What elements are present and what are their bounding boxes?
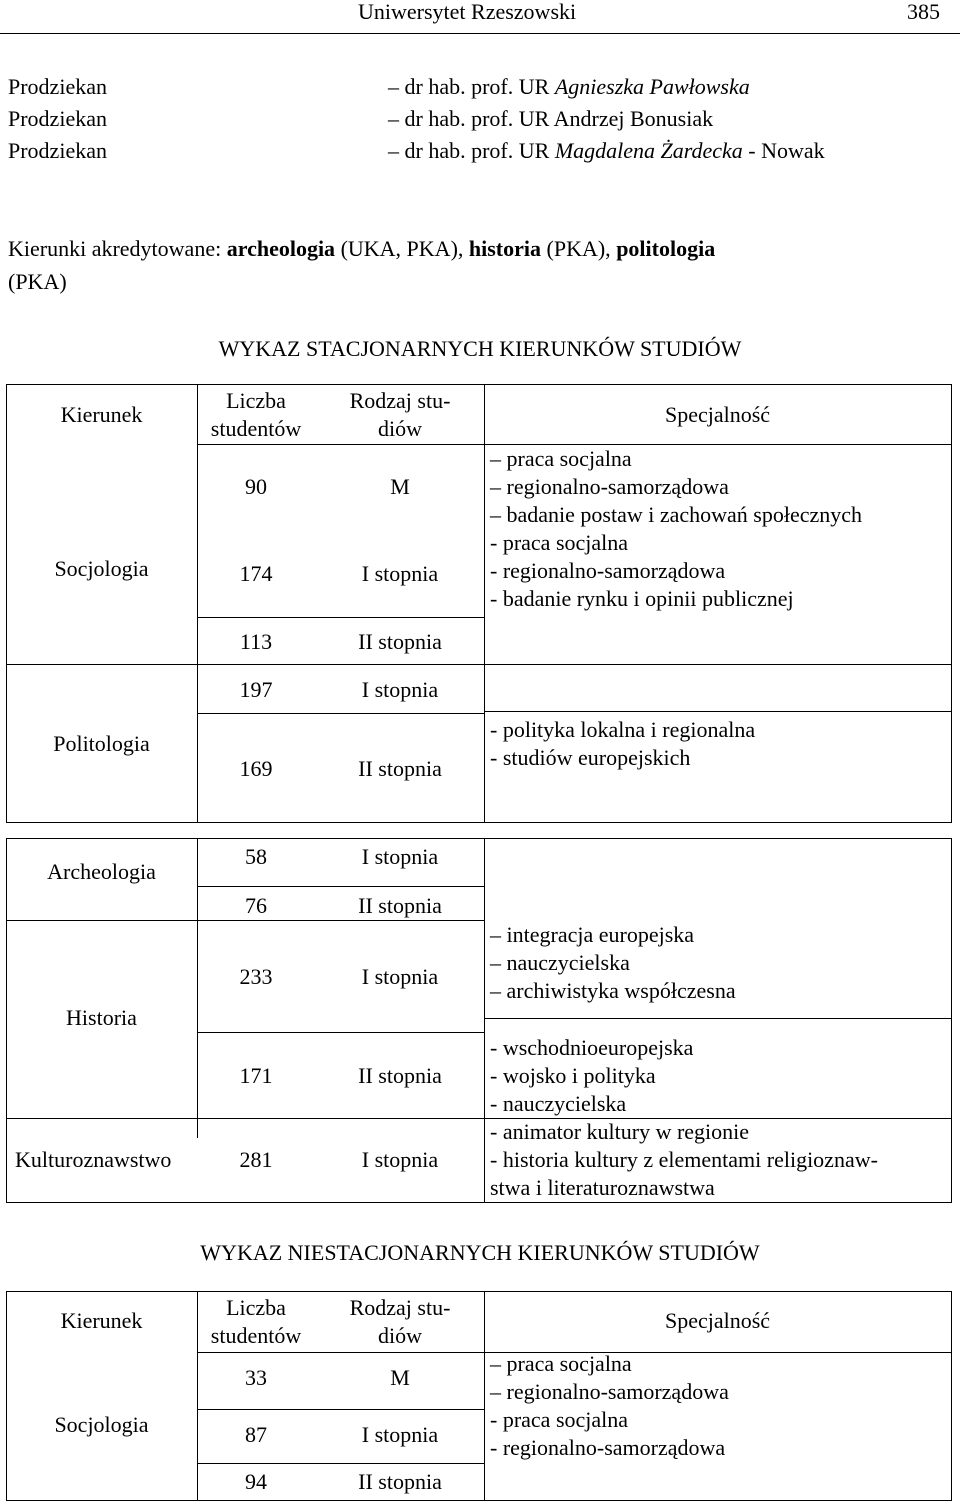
kierunek-name: Kulturoznawstwo (15, 1147, 172, 1172)
table-border (6, 1291, 952, 1292)
specialty-item: - historia kultury z elementami religioznaw- (490, 1147, 878, 1172)
student-count: 58 (245, 844, 267, 869)
table-border (197, 1032, 485, 1033)
header-liczba: Liczba (226, 388, 286, 413)
specialty-item: - praca socjalna (490, 530, 629, 555)
table-border (6, 384, 952, 385)
specialty-item: – integracja europejska (490, 922, 695, 947)
specialty-item: - studiów europejskich (490, 745, 691, 770)
table-border (197, 1463, 485, 1464)
kierunek-name: Politologia (53, 731, 150, 756)
dean-role: Prodziekan (8, 74, 107, 99)
table-border (6, 1118, 952, 1119)
specialty-item: – nauczycielska (490, 950, 630, 975)
header-liczba: studentów (210, 1323, 302, 1348)
header-kierunek: Kierunek (60, 1308, 143, 1333)
study-type: II stopnia (358, 756, 442, 781)
stationary-title: WYKAZ STACJONARNYCH KIERUNKÓW STUDIÓW (218, 336, 742, 361)
table-border (197, 444, 485, 445)
student-count: 174 (239, 561, 273, 586)
specialty-item: - regionalno-samorządowa (490, 1435, 726, 1460)
table-border (6, 838, 952, 839)
table-border (951, 838, 952, 1202)
study-type: II stopnia (358, 629, 442, 654)
dean-role: Prodziekan (8, 138, 107, 163)
study-type: II stopnia (358, 1469, 442, 1494)
specialty-item: – praca socjalna (490, 446, 632, 471)
specialty-item: - badanie rynku i opinii publicznej (490, 586, 794, 611)
specialty-item: - polityka lokalna i regionalna (490, 717, 756, 742)
study-type: I stopnia (361, 844, 439, 869)
specialty-item: – archiwistyka współczesna (490, 978, 736, 1003)
student-count: 113 (239, 629, 273, 654)
page-number: 385 (907, 0, 940, 24)
accredited-line: Kierunki akredytowane: archeologia (UKA, PKA), historia (PKA), politologia (8, 236, 716, 261)
table-border (197, 1291, 198, 1501)
header-specjalnosc: Specjalność (664, 1308, 771, 1333)
specialty-item: - animator kultury w regionie (490, 1119, 750, 1144)
kierunek-name: Socjologia (54, 1412, 149, 1437)
table-border (484, 444, 952, 445)
student-count: 281 (239, 1147, 273, 1172)
specialty-item: - nauczycielska (490, 1091, 627, 1116)
student-count: 94 (245, 1469, 267, 1494)
header-rodzaj: diów (378, 416, 422, 441)
specialty-item: – badanie postaw i zachowań społecznych (490, 502, 863, 527)
table-border (951, 384, 952, 822)
student-count: 233 (239, 964, 273, 989)
student-count: 90 (245, 474, 267, 499)
table-border (6, 384, 7, 822)
table-border (6, 822, 952, 823)
specialty-item: - regionalno-samorządowa (490, 558, 726, 583)
student-count: 87 (245, 1422, 267, 1447)
table-border (197, 1352, 485, 1353)
study-type: I stopnia (361, 1422, 439, 1447)
student-count: 171 (239, 1063, 273, 1088)
study-type: I stopnia (361, 1147, 439, 1172)
specialty-item: – praca socjalna (490, 1351, 632, 1376)
table-border (197, 838, 198, 1138)
study-type: II stopnia (358, 1063, 442, 1088)
header-kierunek: Kierunek (60, 402, 143, 427)
table-border (484, 1018, 952, 1019)
kierunek-name: Socjologia (54, 556, 149, 581)
student-count: 33 (245, 1365, 267, 1390)
table-border (6, 1202, 952, 1203)
dean-entry: – dr hab. prof. UR Agnieszka Pawłowska (388, 74, 750, 99)
accredited-line2: (PKA) (8, 269, 67, 294)
specialty-item: stwa i literaturoznawstwa (490, 1175, 715, 1200)
table-border (484, 384, 485, 822)
specialty-item: - wschodnioeuropejska (490, 1035, 694, 1060)
study-type: I stopnia (361, 964, 439, 989)
nonstationary-title: WYKAZ NIESTACJONARNYCH KIERUNKÓW STUDIÓW (200, 1240, 760, 1265)
header-rodzaj: Rodzaj stu- (349, 1295, 451, 1320)
student-count: 76 (245, 893, 267, 918)
student-count: 169 (239, 756, 273, 781)
specialty-item: – regionalno-samorządowa (490, 1379, 729, 1404)
study-type: I stopnia (361, 561, 439, 586)
header-liczba: studentów (210, 416, 302, 441)
header-specjalnosc: Specjalność (664, 402, 771, 427)
header-rule (0, 33, 960, 34)
header-liczba: Liczba (226, 1295, 286, 1320)
kierunek-name: Archeologia (47, 859, 156, 884)
table-border (951, 1291, 952, 1501)
specialty-item: – regionalno-samorządowa (490, 474, 729, 499)
dean-role: Prodziekan (8, 106, 107, 131)
table-border (197, 617, 485, 618)
table-border (197, 886, 485, 887)
dean-entry: – dr hab. prof. UR Andrzej Bonusiak (388, 106, 714, 131)
running-header-university: Uniwersytet Rzeszowski (358, 0, 577, 24)
table-border (6, 920, 485, 921)
table-border (484, 838, 485, 1202)
table-border (6, 1500, 952, 1501)
study-type: M (390, 474, 410, 499)
specialty-item: - wojsko i polityka (490, 1063, 656, 1088)
table-border (6, 664, 952, 665)
dean-entry: – dr hab. prof. UR Magdalena Żardecka - Nowak (388, 138, 825, 163)
study-type: I stopnia (361, 677, 439, 702)
table-border (197, 713, 485, 714)
table-border (197, 1409, 485, 1410)
study-type: II stopnia (358, 893, 442, 918)
header-rodzaj: diów (378, 1323, 422, 1348)
study-type: M (390, 1365, 410, 1390)
header-rodzaj: Rodzaj stu- (349, 388, 451, 413)
student-count: 197 (239, 677, 273, 702)
kierunek-name: Historia (66, 1005, 137, 1030)
table-border (484, 711, 952, 712)
specialty-item: - praca socjalna (490, 1407, 629, 1432)
table-border (197, 384, 198, 822)
